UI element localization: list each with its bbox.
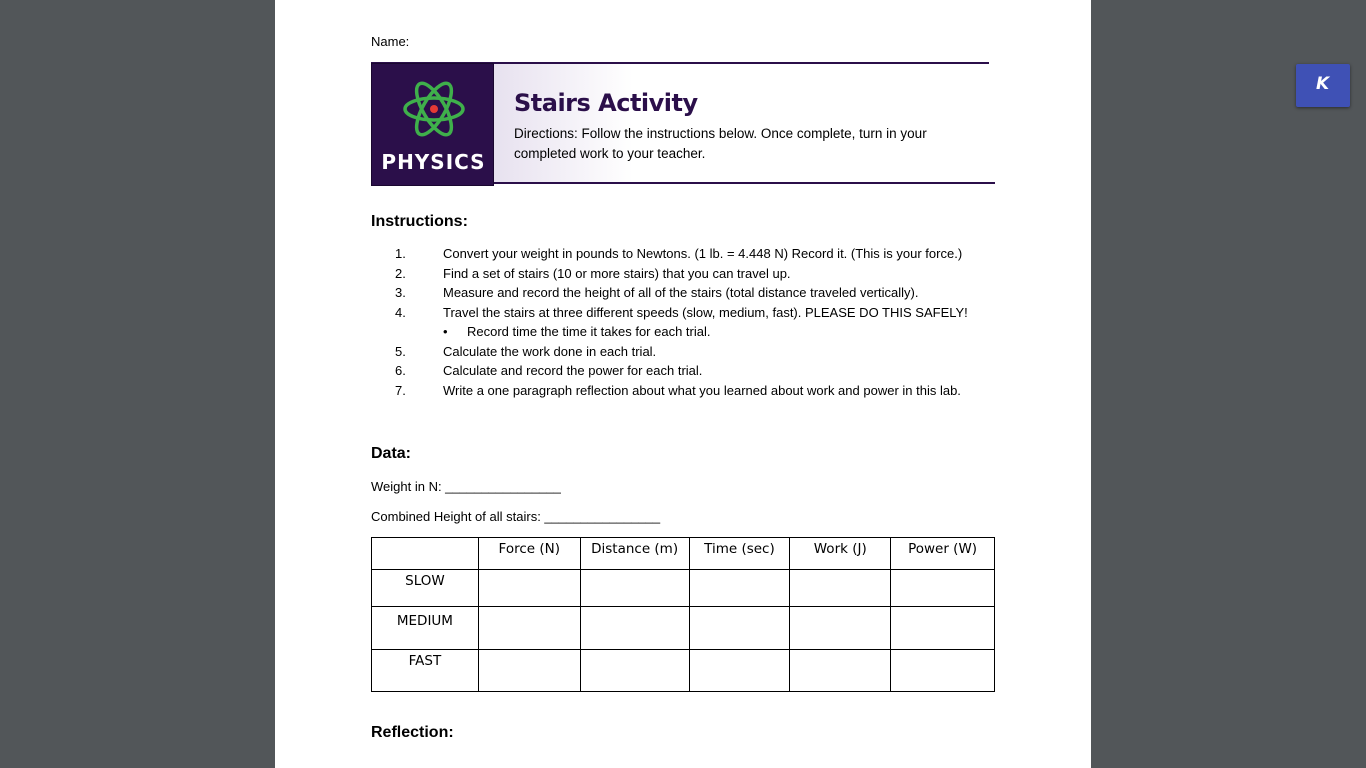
table-row [372,650,995,692]
table-cell [689,570,790,607]
step-text: Find a set of stairs (10 or more stairs) that you can travel up. [443,265,791,281]
list-item [371,363,1011,383]
page-title: Stairs Activity [514,89,698,117]
list-item [371,246,1011,266]
list-item [371,383,1011,403]
step-text: Measure and record the height of all of the stairs (total distance traveled vertically). [443,285,919,300]
table-row [372,570,995,607]
table-cell [689,607,790,650]
table-cell [790,570,891,607]
step-number: 5. [395,343,406,359]
sub-step-text: Record time the time it takes for each trial. [467,324,711,339]
weight-field: Weight in N: ________________ [371,479,561,494]
table-cell [790,650,891,692]
banner-gradient [493,64,633,182]
table-header: Time (sec) [689,538,790,570]
height-field: Combined Height of all stairs: ________________ [371,509,661,524]
table-header: Power (W) [891,538,995,570]
directions-text: Directions: Follow the instructions below. Once complete, turn in your completed work to your teacher. [514,126,927,161]
row-label: FAST [372,650,479,692]
physics-logo [371,63,494,186]
step-number: 7. [395,382,406,398]
table-cell [891,607,995,650]
title-banner [371,62,995,186]
instructions-heading: Instructions: [371,213,468,230]
logo-text: PHYSICS [381,150,486,174]
table-header: Force (N) [478,538,580,570]
table-header: Work (J) [790,538,891,570]
table-cell [580,607,689,650]
table-cell [689,650,790,692]
step-number: 2. [395,265,406,281]
list-item [371,344,1011,364]
table-cell [580,650,689,692]
reflection-heading: Reflection: [371,724,454,741]
step-text: Travel the stairs at three different speeds (slow, medium, fast). PLEASE DO THIS SAFELY! [443,304,968,320]
step-text: Calculate and record the power for each trial. [443,363,703,378]
table-header-row [372,538,995,570]
table-cell [478,607,580,650]
table-cell [478,570,580,607]
list-item [371,285,1011,305]
step-text: Convert your weight in pounds to Newtons. (1 lb. = 4.448 N) Record it. (This is your force.) [443,246,963,261]
table-header [372,538,479,570]
table-cell [891,570,995,607]
step-number: 3. [395,285,406,300]
step-number: 6. [395,363,406,378]
step-text: Calculate the work done in each trial. [443,343,657,359]
data-table [371,537,995,692]
list-item [371,305,1011,325]
name-label: Name: [371,34,410,49]
list-item [371,324,1011,344]
table-header: Distance (m) [580,538,689,570]
table-row [372,607,995,650]
k-icon: K [1316,74,1330,94]
step-number: 1. [395,246,406,261]
bullet-icon: • [443,324,448,339]
atom-icon [401,76,467,142]
list-item [371,266,1011,286]
extension-button[interactable] [1296,64,1350,107]
step-text: Write a one paragraph reflection about what you learned about work and power in this lab. [443,382,961,398]
table-cell [478,650,580,692]
data-heading: Data: [371,445,412,462]
table-cell [790,607,891,650]
row-label: MEDIUM [372,607,479,650]
table-cell [891,650,995,692]
pdf-page [275,0,1091,768]
row-label: SLOW [372,570,479,607]
step-number: 4. [395,304,406,320]
table-cell [580,570,689,607]
